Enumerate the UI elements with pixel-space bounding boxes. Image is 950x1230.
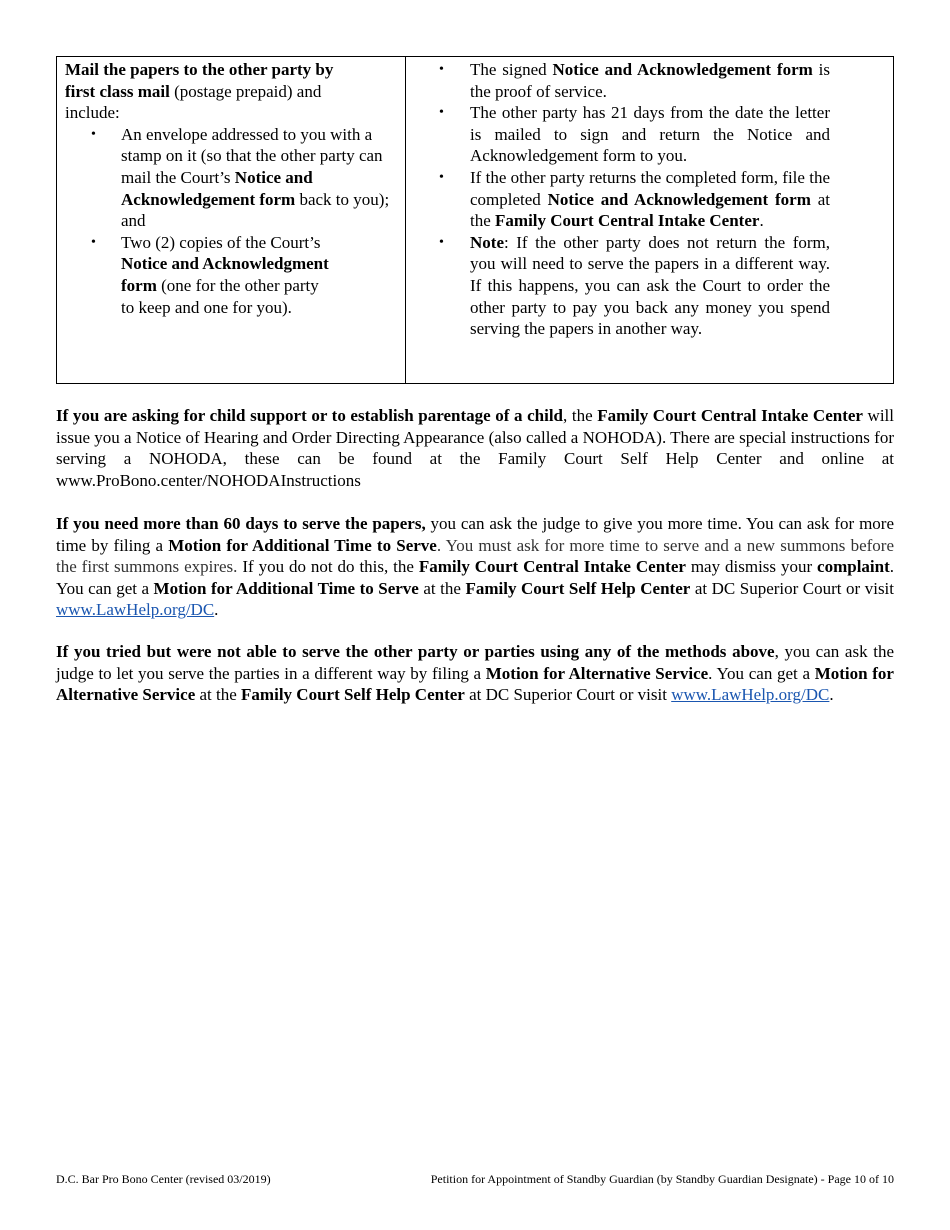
bullet-icon: • <box>91 126 96 142</box>
additional-time-paragraph: If you need more than 60 days to serve the papers, you can ask the judge to give you more time. You can ask for more time by filing a Motion for Additional Time to Serve. You must ask for more time to serve and a new summons before the first summons expires. If you do not do this, the Family Court Central Intake Center may dismiss your complaint. You can get a Motion for Additional Time to Serve at the Family Court Self Help Center at DC Superior Court or visit www.LawHelp.org/DC. <box>56 514 895 620</box>
list-item: • The signed Notice and Acknowledgement form is the proof of service. <box>439 60 830 101</box>
bullet-icon: • <box>91 234 96 250</box>
footer-right: Petition for Appointment of Standby Guardian (by Standby Guardian Designate) - Page 10 of 10 <box>430 1172 894 1186</box>
footer-left: D.C. Bar Pro Bono Center (revised 03/2019) <box>56 1172 271 1186</box>
mail-include-list <box>65 124 401 318</box>
bullet-icon: • <box>439 62 444 77</box>
bullet-icon: • <box>439 105 444 121</box>
bullet-icon: • <box>439 234 444 250</box>
proof-of-service-list <box>420 59 830 340</box>
list-item: • An envelope addressed to you with a stamp on it (so that the other party can mail the Court’s Notice and Acknowledgement form back to you); and <box>91 124 390 231</box>
mail-intro: Mail the papers to the other party by first class mail (postage prepaid) and include: <box>65 60 334 123</box>
table-divider <box>405 57 406 383</box>
table-cell-left <box>65 59 401 318</box>
instructions-table <box>56 56 894 384</box>
list-item: • Two (2) copies of the Court’s Notice and Acknowledgment form (one for the other party to keep and one for you). <box>91 232 329 317</box>
list-item: • If the other party returns the completed form, file the completed Notice and Acknowledgement form at the Family Court Central Intake Center. <box>439 167 830 231</box>
list-item: • The other party has 21 days from the date the letter is mailed to sign and return the Notice and Acknowledgement form to you. <box>439 103 830 166</box>
child-support-paragraph: If you are asking for child support or to establish parentage of a child, the Family Court Central Intake Center will issue you a Notice of Hearing and Order Directing Appearance (also called a NOHODA). There are special instructions for serving a NOHODA, these can be found at the Family Court Self Help Center and online at www.ProBono.center/NOHODAInstructions <box>56 406 895 490</box>
list-item: • Note: If the other party does not return the form, you will need to serve the papers in a different way. If this happens, you can ask the Court to order the other party to pay you back any money you spend serving the papers in another way. <box>439 232 830 339</box>
bullet-icon: • <box>439 169 444 185</box>
table-cell-right <box>420 59 830 340</box>
alternative-service-paragraph: If you tried but were not able to serve the other party or parties using any of the methods above, you can ask the judge to let you serve the parties in a different way by filing a Motion for Alternative Service. You can get a Motion for Alternative Service at the Family Court Self Help Center at DC Superior Court or visit www.LawHelp.org/DC. <box>56 642 894 705</box>
lawhelp-link[interactable]: www.LawHelp.org/DC <box>671 685 830 705</box>
lawhelp-link[interactable]: www.LawHelp.org/DC <box>56 600 215 620</box>
